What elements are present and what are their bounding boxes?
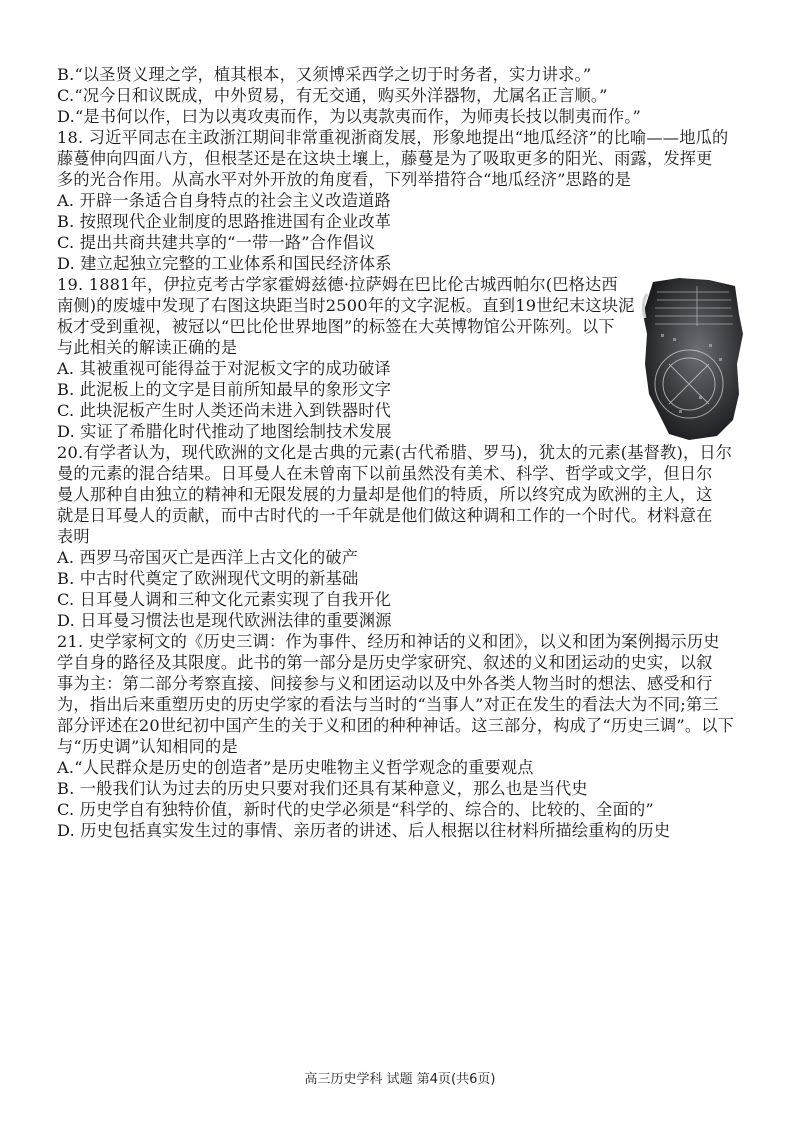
q20-stem-line: 表明 (57, 527, 90, 546)
prev-question-options (57, 64, 743, 127)
q19-stem-line: 板才受到重视，被冠以“巴比伦世界地图”的标签在大英博物馆公开陈列。以下 (57, 317, 615, 336)
exam-page (57, 64, 743, 841)
q21-stem-line: 部分评述在20世纪初中国产生的关于义和团的种种神话。这三部分，构成了“历史三调”。以下 (57, 716, 735, 735)
q19-option-a: A. 其被重视可能得益于对泥板文字的成功破译 (57, 359, 391, 378)
q20-stem-line: 曼的元素的混合结果。日耳曼人在未曾南下以前虽然没有美术、科学、哲学或文学，但日尔 (57, 464, 713, 483)
q18-stem-line: 18. 习近平同志在主政浙江期间非常重视浙商发展，形象地提出“地瓜经济”的比喻——地瓜的 (57, 128, 729, 147)
q20-option-d: D. 日耳曼习惯法也是现代欧洲法律的重要渊源 (57, 611, 392, 630)
q21-stem-line: 与“历史调”认知相同的是 (57, 737, 238, 756)
q19-stem-line: 19. 1881年，伊拉克考古学家霍姆兹德·拉萨姆在巴比伦古城西帕尔(巴格达西 (57, 275, 618, 294)
q21-stem-line: 学自身的路径及其限度。此书的第一部分是历史学家研究、叙述的义和团运动的史实，以叙 (57, 653, 713, 672)
q20-option-c: C. 日耳曼人调和三种文化元素实现了自我开化 (57, 590, 392, 609)
q20-option-b: B. 中古时代奠定了欧洲现代文明的新基础 (57, 569, 359, 588)
option-b: B.“以圣贤义理之学，植其根本，又须博采西学之切于时务者，实力讲求。” (57, 65, 592, 84)
q21-option-a: A.“人民群众是历史的创造者”是历史唯物主义哲学观念的重要观点 (57, 758, 534, 777)
q21-stem-line: 21. 史学家柯文的《历史三调：作为事件、经历和神话的义和团》，以义和团为案例揭示历史 (57, 632, 720, 651)
question-19 (57, 274, 743, 442)
q18-option-a: A. 开辟一条适合自身特点的社会主义改造道路 (57, 191, 391, 210)
question-21 (57, 631, 743, 841)
q18-option-b: B. 按照现代企业制度的思路推进国有企业改革 (57, 212, 392, 231)
q18-stem-line: 藤蔓伸向四面八方，但根茎还是在这块土壤上，藤蔓是为了吸取更多的阳光、雨露，发挥更 (57, 149, 713, 168)
q21-option-c: C. 历史学自有独特价值，新时代的史学必须是“科学的、综合的、比较的、全面的” (57, 800, 654, 819)
question-18 (57, 127, 743, 274)
q18-stem-line: 多的光合作用。从高水平对外开放的角度看，下列举措符合“地瓜经济”思路的是 (57, 170, 632, 189)
q19-option-d: D. 实证了希腊化时代推动了地图绘制技术发展 (57, 422, 392, 441)
q18-option-c: C. 提出共商共建共享的“一带一路”合作倡议 (57, 233, 376, 252)
q18-option-d: D. 建立起独立完整的工业体系和国民经济体系 (57, 254, 392, 273)
q20-stem-line: 20.有学者认为，现代欧洲的文化是古典的元素(古代希腊、罗马)，犹太的元素(基督教)，日尔 (57, 443, 733, 462)
q20-option-a: A. 西罗马帝国灭亡是西洋上古文化的破产 (57, 548, 359, 567)
option-c: C.“况今日和议既成，中外贸易，有无交通，购买外洋器物，尤属名正言顺。” (57, 86, 608, 105)
q19-option-b: B. 此泥板上的文字是目前所知最早的象形文字 (57, 380, 392, 399)
q21-stem-line: 事为主：第二部分考察直接、间接参与义和团运动以及中外各类人物当时的想法、感受和行 (57, 674, 713, 693)
option-d: D.“是书何以作，曰为以夷攻夷而作，为以夷款夷而作，为师夷长技以制夷而作。” (57, 107, 641, 126)
q21-option-d: D. 历史包括真实发生过的事情、亲历者的讲述、后人根据以往材料所描绘重构的历史 (57, 821, 671, 840)
q19-option-c: C. 此块泥板产生时人类还尚未进入到铁器时代 (57, 401, 392, 420)
question-20 (57, 442, 743, 631)
clay-tablet-image (639, 274, 747, 442)
q20-stem-line: 曼人那种自由独立的精神和无限发展的力量却是他们的特质，所以终究成为欧洲的主人，这 (57, 485, 713, 504)
page-footer: 高三历史学科 试题 第4页(共6页) (304, 1072, 496, 1087)
q21-option-b: B. 一般我们认为过去的历史只要对我们还具有某种意义，那么也是当代史 (57, 779, 588, 798)
q21-stem-line: 为，指出后来重塑历史的历史学家的看法与当时的“当事人”对正在发生的看法大为不同;第三 (57, 695, 719, 714)
q19-stem-line: 南侧)的废墟中发现了右图这块距当时2500年的文字泥板。直到19世纪末这块泥 (57, 296, 635, 315)
q19-stem-line: 与此相关的解读正确的是 (57, 338, 238, 357)
q20-stem-line: 就是日耳曼人的贡献，而中古时代的一千年就是他们做这种调和工作的一个时代。材料意在 (57, 506, 713, 525)
